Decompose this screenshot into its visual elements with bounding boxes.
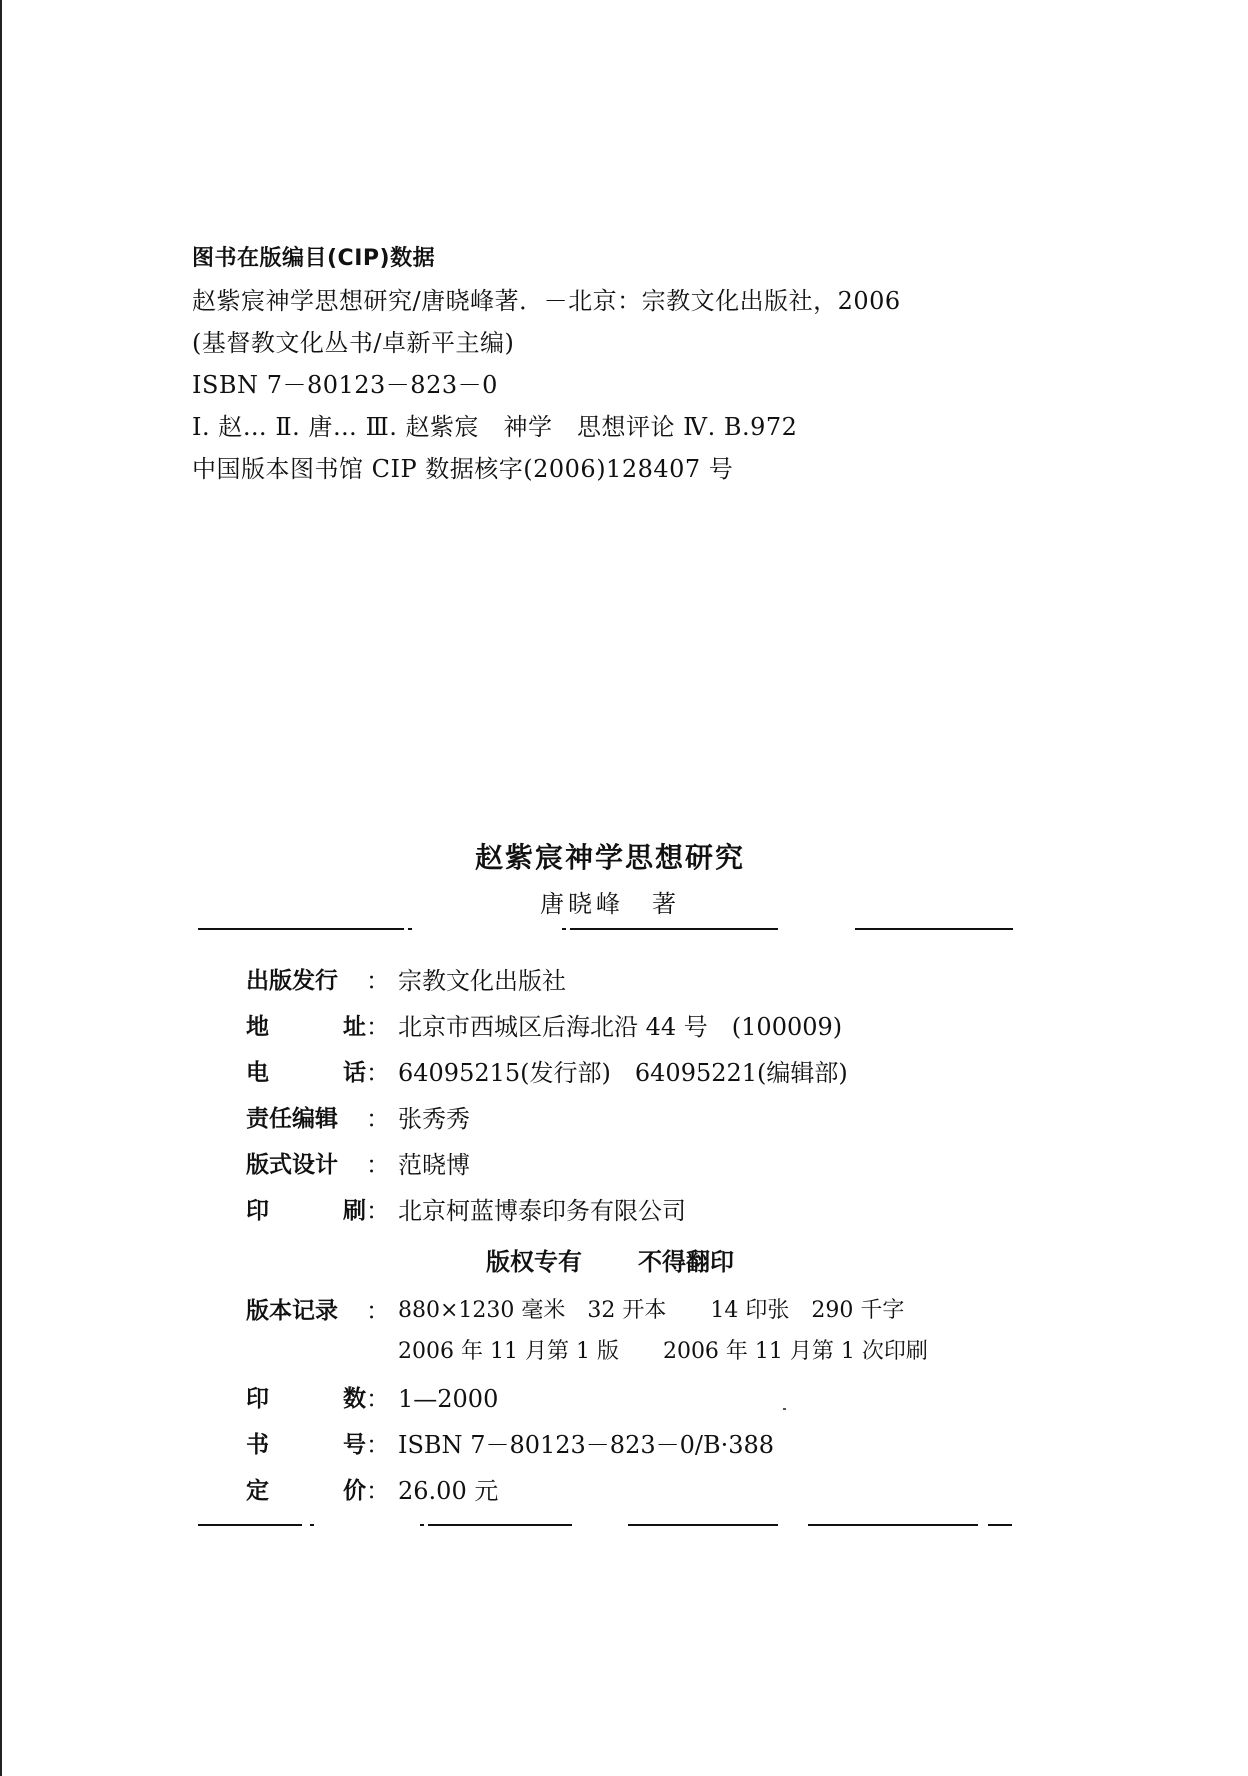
book-author: 唐晓峰 著: [540, 890, 680, 918]
colon: ：: [366, 1151, 390, 1179]
editor-label: 责任编辑: [246, 1106, 338, 1132]
address-row: 地 址 ： 北京市西城区后海北沿 44 号 (100009): [246, 1004, 1006, 1050]
designer-value: 范晓博: [398, 1151, 470, 1179]
colon: ：: [366, 1385, 390, 1413]
price-value: 26.00 元: [398, 1477, 499, 1505]
publisher-label: 出版发行: [246, 968, 338, 994]
cip-line-record-number: 中国版本图书馆 CIP 数据核字(2006)128407 号: [192, 455, 734, 483]
colon: ：: [366, 1013, 390, 1041]
price-row: 定 价 ： 26.00 元: [246, 1468, 1006, 1514]
publication-info: [246, 958, 1006, 1234]
cip-data-block: [192, 238, 901, 490]
print-run-value: 1—2000: [398, 1385, 499, 1413]
rule-dot: [310, 1524, 314, 1526]
book-number-row: 书 号 ： ISBN 7－80123－823－0/B·388: [246, 1422, 1006, 1468]
bottom-rule-segment-5: [988, 1524, 1012, 1526]
book-title: 赵紫宸神学思想研究: [474, 841, 745, 874]
rule-dot: [408, 928, 412, 930]
publisher-value: 宗教文化出版社: [398, 967, 566, 995]
editor-value: 张秀秀: [398, 1105, 470, 1133]
designer-row: [246, 1142, 1006, 1188]
bottom-rule-segment-3: [628, 1524, 778, 1526]
copyright-no-reprint: 不得翻印: [638, 1248, 734, 1276]
colon: ：: [366, 967, 390, 995]
edition-line-1: 880×1230 毫米 32 开本 14 印张 290 千字: [398, 1298, 905, 1323]
colon: ：: [366, 1105, 390, 1133]
top-rule-segment-2: [570, 928, 778, 930]
phone-row: 电 话 ： 64095215(发行部) 64095221(编辑部): [246, 1050, 1006, 1096]
colon: ：: [366, 1059, 390, 1087]
cip-line-series: (基督教文化丛书/卓新平主编): [192, 329, 515, 357]
address-value: 北京市西城区后海北沿 44 号 (100009): [398, 1013, 843, 1041]
colon: ：: [366, 1197, 390, 1225]
cip-line-classification: Ⅰ. 赵… Ⅱ. 唐… Ⅲ. 赵紫宸 神学 思想评论 Ⅳ. B.972: [192, 413, 798, 441]
colon: ：: [366, 1297, 390, 1325]
edition-info: [246, 1288, 1006, 1334]
copyright-notice: [0, 1242, 1220, 1277]
top-rule-segment-3: [855, 928, 1013, 930]
print-run-row: 印 数 ： 1—2000: [246, 1376, 1006, 1422]
edition-row: [246, 1288, 1006, 1334]
printer-value: 北京柯蓝博泰印务有限公司: [398, 1197, 686, 1225]
designer-label: 版式设计: [246, 1152, 338, 1178]
printer-row: 印 刷 ： 北京柯蓝博泰印务有限公司: [246, 1188, 1006, 1234]
print-speck: [783, 1408, 786, 1410]
rule-dot: [420, 1524, 424, 1526]
book-number-value: ISBN 7－80123－823－0/B·388: [398, 1431, 775, 1459]
cip-heading: 图书在版编目(CIP)数据: [192, 246, 436, 271]
copyright-reserved: 版权专有: [486, 1248, 582, 1276]
colon: ：: [366, 1431, 390, 1459]
rule-dot: [562, 928, 566, 930]
publisher-row: [246, 958, 1006, 1004]
bottom-rule-segment-2: [428, 1524, 572, 1526]
phone-value: 64095215(发行部) 64095221(编辑部): [398, 1059, 848, 1087]
bottom-rule-segment-1: [198, 1524, 302, 1526]
cip-line-isbn: ISBN 7－80123－823－0: [192, 371, 498, 399]
colon: ：: [366, 1477, 390, 1505]
edition-label: 版本记录: [246, 1298, 338, 1324]
bottom-rule-segment-4: [808, 1524, 978, 1526]
edition-line-2: 2006 年 11 月第 1 版 2006 年 11 月第 1 次印刷: [398, 1339, 928, 1364]
editor-row: [246, 1096, 1006, 1142]
print-details: [246, 1376, 1006, 1514]
cip-line-title: 赵紫宸神学思想研究/唐晓峰著．－北京：宗教文化出版社，2006: [192, 287, 901, 315]
top-rule-segment-1: [198, 928, 404, 930]
